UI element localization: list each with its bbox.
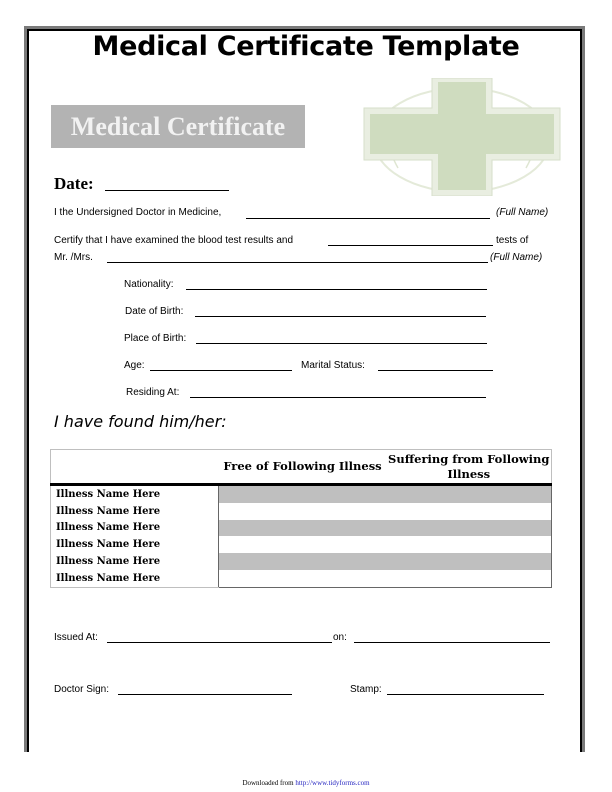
header-suffering-from: Suffering from Following Illness: [387, 450, 552, 485]
patient-line-label: Mr. /Mrs.: [54, 252, 93, 263]
nationality-label: Nationality:: [124, 279, 174, 290]
illness-name: Illness Name Here: [51, 485, 219, 503]
page-title: Medical Certificate Template: [92, 31, 520, 62]
table-row: [51, 553, 552, 570]
pob-field[interactable]: [196, 343, 487, 344]
certify-line-label: Certify that I have examined the blood test results and: [54, 235, 294, 246]
doctor-line-label: I the Undersigned Doctor in Medicine,: [54, 207, 222, 218]
table-header-row: [51, 450, 552, 485]
age-label: Age:: [124, 360, 145, 371]
issued-on-field[interactable]: [354, 642, 550, 643]
table-row: [51, 485, 552, 503]
date-field[interactable]: [105, 190, 229, 191]
doctor-name-field[interactable]: [246, 218, 490, 219]
patient-fullname-hint: (Full Name): [490, 252, 543, 263]
illness-status-cell[interactable]: [219, 570, 552, 587]
footer-prefix: Downloaded from: [242, 779, 294, 787]
illness-table: [50, 449, 552, 588]
illness-status-cell[interactable]: [219, 485, 552, 503]
issued-at-label: Issued At:: [54, 632, 98, 643]
doctor-sign-field[interactable]: [118, 694, 292, 695]
header-blank: [51, 450, 219, 485]
doctor-sign-label: Doctor Sign:: [54, 684, 110, 695]
residing-field[interactable]: [190, 397, 486, 398]
table-row: [51, 503, 552, 520]
dob-label: Date of Birth:: [125, 306, 184, 317]
marital-status-field[interactable]: [378, 370, 493, 371]
table-row: [51, 520, 552, 537]
table-row: [51, 570, 552, 587]
issued-at-field[interactable]: [107, 642, 332, 643]
patient-name-field[interactable]: [107, 262, 488, 263]
illness-status-cell[interactable]: [219, 520, 552, 537]
found-heading: I have found him/her:: [54, 412, 227, 431]
illness-name: Illness Name Here: [51, 503, 219, 520]
residing-label: Residing At:: [126, 387, 180, 398]
dob-field[interactable]: [195, 316, 486, 317]
certificate-badge: Medical Certificate: [51, 105, 305, 148]
illness-status-cell[interactable]: [219, 503, 552, 520]
pob-label: Place of Birth:: [124, 333, 187, 344]
nationality-field[interactable]: [186, 289, 487, 290]
age-field[interactable]: [150, 370, 292, 371]
header-free-of: Free of Following Illness: [219, 450, 387, 485]
illness-name: Illness Name Here: [51, 570, 219, 587]
illness-name: Illness Name Here: [51, 536, 219, 553]
issued-on-label: on:: [333, 632, 347, 643]
doctor-fullname-hint: (Full Name): [496, 207, 549, 218]
illness-status-cell[interactable]: [219, 553, 552, 570]
stamp-field[interactable]: [387, 694, 544, 695]
marital-status-label: Marital Status:: [301, 360, 365, 371]
tests-of-label: tests of: [496, 235, 529, 246]
footer: [0, 779, 612, 787]
footer-link[interactable]: http://www.tidyforms.com: [295, 779, 370, 787]
table-row: [51, 536, 552, 553]
date-label: Date:: [54, 174, 94, 193]
illness-status-cell[interactable]: [219, 536, 552, 553]
stamp-label: Stamp:: [350, 684, 382, 695]
illness-name: Illness Name Here: [51, 520, 219, 537]
tests-field[interactable]: [328, 245, 493, 246]
medical-cross-icon: [362, 78, 562, 196]
illness-name: Illness Name Here: [51, 553, 219, 570]
